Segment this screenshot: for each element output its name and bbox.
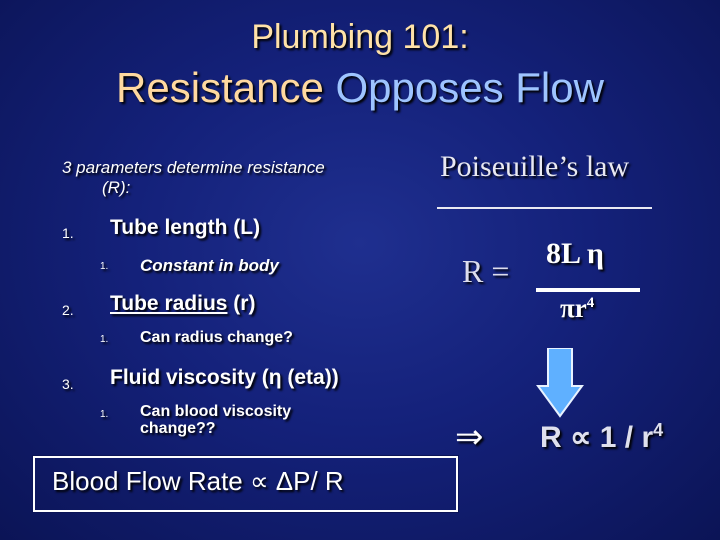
list-number-2: 2. (62, 302, 74, 318)
title-word-resistance: Resistance (116, 64, 324, 111)
equation-lhs: R = (462, 253, 510, 289)
slide-title-line2 (0, 64, 720, 112)
sublist-item-radius-change: Can radius change? (140, 329, 293, 346)
sublist-number-1-1: 1. (100, 261, 109, 272)
poiseuille-law-heading: Poiseuille’s law (440, 150, 630, 183)
blood-viscosity-line1: Can blood viscosity (140, 403, 292, 420)
blood-viscosity-line2: change?? (140, 420, 216, 437)
list-item-tube-length: Tube length (L) (110, 216, 261, 239)
implies-symbol: ⇒ (455, 418, 484, 456)
down-arrow-icon (536, 348, 584, 418)
list-number-1: 1. (62, 225, 74, 241)
sublist-item-constant-in-body: Constant in body (140, 256, 279, 275)
proportionality-text: R ∝ 1 / r (540, 421, 654, 454)
intro-text (62, 158, 392, 198)
intro-line1: 3 parameters determine resistance (62, 158, 325, 177)
tube-radius-symbol: (r) (227, 292, 256, 315)
denominator-base: πr (560, 293, 587, 323)
list-item-fluid-viscosity: Fluid viscosity (η (eta)) (110, 366, 339, 389)
title-words-opposes-flow: Opposes Flow (335, 64, 604, 111)
sublist-number-3-1: 1. (100, 409, 109, 420)
proportionality-exponent: 4 (653, 420, 664, 440)
fraction-bar (536, 288, 640, 292)
blood-flow-rate-text: Blood Flow Rate ∝ ΔP/ R (52, 466, 344, 496)
law-heading-underline (437, 207, 652, 209)
equation-numerator: 8L η (546, 237, 604, 270)
sublist-item-blood-viscosity (140, 403, 291, 437)
tube-radius-underlined: Tube radius (110, 292, 228, 315)
slide-title-line1: Plumbing 101: (251, 18, 469, 56)
intro-line2: (R): (102, 178, 131, 197)
sublist-number-2-1: 1. (100, 334, 109, 345)
proportionality-result (540, 420, 663, 455)
denominator-exponent: 4 (586, 295, 595, 311)
list-item-tube-radius (110, 292, 255, 316)
list-number-3: 3. (62, 376, 74, 392)
equation-denominator (560, 293, 594, 324)
